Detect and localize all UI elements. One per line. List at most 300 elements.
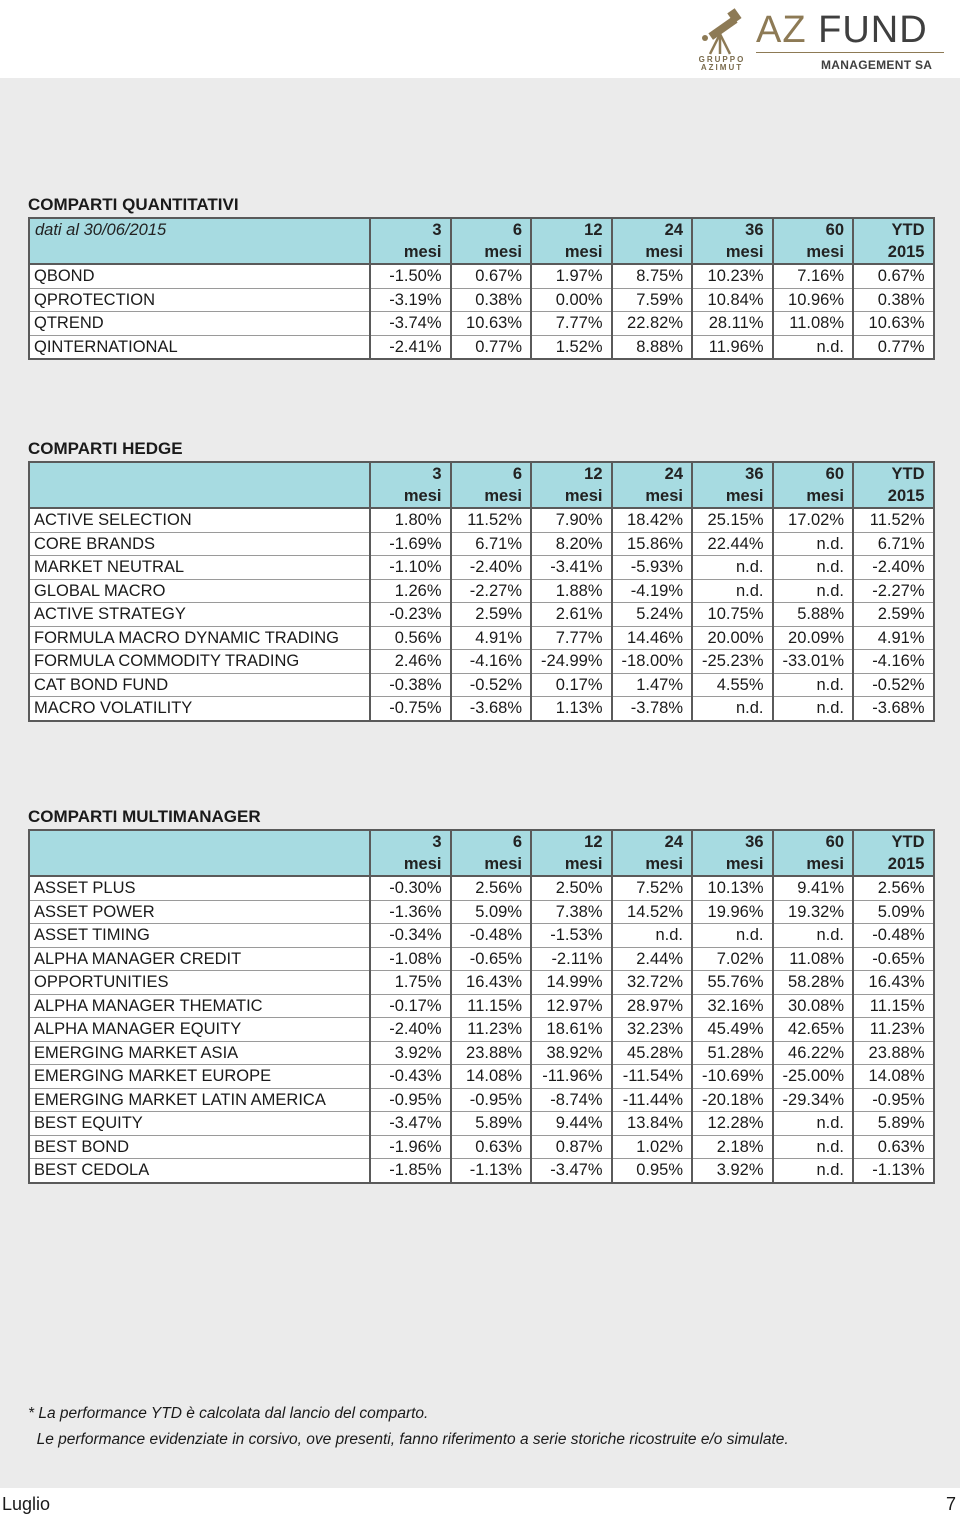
performance-value: 10.13%: [692, 876, 773, 900]
performance-value: 20.09%: [773, 626, 854, 650]
column-header-bottom: mesi: [645, 243, 683, 261]
date-label: [29, 830, 370, 876]
performance-value: 10.23%: [692, 264, 773, 288]
performance-value: -5.93%: [612, 556, 693, 580]
performance-value: 8.20%: [531, 532, 612, 556]
performance-value: n.d.: [773, 532, 854, 556]
performance-value: 10.63%: [451, 312, 532, 336]
section-1: [28, 437, 933, 722]
performance-value: 0.56%: [370, 626, 451, 650]
table-row: [29, 947, 934, 971]
performance-value: 9.44%: [531, 1112, 612, 1136]
table-row: [29, 1018, 934, 1042]
table-row: [29, 579, 934, 603]
performance-value: 8.88%: [612, 335, 693, 359]
performance-value: 2.50%: [531, 876, 612, 900]
column-header-top: 6: [512, 465, 522, 483]
column-header-top: 36: [745, 221, 764, 239]
performance-value: 19.32%: [773, 900, 854, 924]
page-number: 7: [945, 1494, 956, 1514]
performance-value: 1.80%: [370, 508, 451, 532]
performance-value: -4.19%: [612, 579, 693, 603]
fund-name: GLOBAL MACRO: [29, 579, 370, 603]
performance-value: 7.90%: [531, 508, 612, 532]
performance-value: 2.18%: [692, 1135, 773, 1159]
column-header-top: 6: [512, 833, 522, 851]
performance-value: -29.34%: [773, 1088, 854, 1112]
performance-value: 32.72%: [612, 971, 693, 995]
performance-value: -2.40%: [451, 556, 532, 580]
performance-value: 4.91%: [853, 626, 934, 650]
performance-value: 5.24%: [612, 603, 693, 627]
performance-value: 15.86%: [612, 532, 693, 556]
table-row: [29, 264, 934, 288]
performance-value: n.d.: [692, 924, 773, 948]
column-header-bottom: 2015: [887, 855, 925, 873]
column-header: [692, 218, 773, 264]
performance-value: n.d.: [773, 1112, 854, 1136]
performance-value: 12.97%: [531, 994, 612, 1018]
performance-value: -18.00%: [612, 650, 693, 674]
section-2: [28, 805, 933, 1184]
column-header-top: 24: [664, 465, 683, 483]
column-header-top: 24: [664, 833, 683, 851]
date-label: [29, 462, 370, 508]
column-header-top: YTD: [891, 465, 925, 483]
performance-value: -10.69%: [692, 1065, 773, 1089]
performance-value: 6.71%: [853, 532, 934, 556]
performance-value: 1.13%: [531, 697, 612, 721]
performance-value: 11.15%: [853, 994, 934, 1018]
column-header-bottom: mesi: [484, 855, 522, 873]
performance-value: 10.75%: [692, 603, 773, 627]
performance-value: -0.48%: [853, 924, 934, 948]
telescope-icon: [696, 6, 748, 62]
column-header-top: 60: [825, 465, 844, 483]
table-row: [29, 508, 934, 532]
performance-value: 1.47%: [612, 673, 693, 697]
performance-value: 11.52%: [451, 508, 532, 532]
performance-value: n.d.: [773, 335, 854, 359]
fund-name: ALPHA MANAGER CREDIT: [29, 947, 370, 971]
performance-value: 0.63%: [451, 1135, 532, 1159]
fund-name: QPROTECTION: [29, 288, 370, 312]
column-header-bottom: mesi: [564, 487, 603, 505]
performance-value: 22.82%: [612, 312, 693, 336]
performance-value: 17.02%: [773, 508, 854, 532]
performance-value: -8.74%: [531, 1088, 612, 1112]
column-header-top: 24: [664, 221, 683, 239]
performance-value: 11.08%: [773, 947, 854, 971]
fund-name: BEST CEDOLA: [29, 1159, 370, 1183]
performance-value: -1.85%: [370, 1159, 451, 1183]
column-header: [370, 462, 451, 508]
brand-subtitle: MANAGEMENT SA: [821, 58, 933, 72]
performance-value: 2.56%: [451, 876, 532, 900]
performance-value: 5.09%: [451, 900, 532, 924]
performance-value: -2.27%: [853, 579, 934, 603]
performance-value: 1.26%: [370, 579, 451, 603]
table-row: [29, 626, 934, 650]
column-header: [773, 830, 854, 876]
performance-value: 16.43%: [451, 971, 532, 995]
performance-table: [28, 217, 935, 360]
table-row: [29, 335, 934, 359]
table-row: [29, 971, 934, 995]
performance-value: -2.27%: [451, 579, 532, 603]
performance-value: 0.00%: [531, 288, 612, 312]
performance-value: 5.89%: [853, 1112, 934, 1136]
column-header-top: 12: [584, 465, 603, 483]
column-header: [451, 830, 532, 876]
performance-value: 30.08%: [773, 994, 854, 1018]
performance-value: -4.16%: [451, 650, 532, 674]
column-header: [773, 462, 854, 508]
column-header-bottom: mesi: [725, 487, 764, 505]
performance-value: -3.68%: [451, 697, 532, 721]
performance-value: 7.16%: [773, 264, 854, 288]
performance-value: 4.55%: [692, 673, 773, 697]
performance-value: -0.52%: [451, 673, 532, 697]
performance-value: 45.28%: [612, 1041, 693, 1065]
performance-value: -33.01%: [773, 650, 854, 674]
brand-main: FUND: [818, 9, 928, 51]
performance-value: n.d.: [773, 556, 854, 580]
fund-name: ACTIVE STRATEGY: [29, 603, 370, 627]
table-row: [29, 650, 934, 674]
performance-value: -1.69%: [370, 532, 451, 556]
table-row: [29, 603, 934, 627]
fund-name: QBOND: [29, 264, 370, 288]
column-header-bottom: 2015: [887, 243, 925, 261]
column-header-bottom: mesi: [403, 855, 442, 873]
column-header: [692, 462, 773, 508]
fund-name: CORE BRANDS: [29, 532, 370, 556]
performance-value: -2.40%: [370, 1018, 451, 1042]
performance-value: -3.74%: [370, 312, 451, 336]
date-label: dati al 30/06/2015: [29, 218, 370, 264]
performance-value: 14.08%: [451, 1065, 532, 1089]
performance-value: 11.96%: [692, 335, 773, 359]
column-header-top: 3: [432, 465, 442, 483]
performance-value: 10.63%: [853, 312, 934, 336]
performance-value: -0.75%: [370, 697, 451, 721]
performance-value: 4.91%: [451, 626, 532, 650]
performance-value: 55.76%: [692, 971, 773, 995]
column-header-top: 12: [584, 833, 603, 851]
performance-value: -0.17%: [370, 994, 451, 1018]
fund-name: EMERGING MARKET LATIN AMERICA: [29, 1088, 370, 1112]
performance-value: 3.92%: [692, 1159, 773, 1183]
fund-name: ASSET PLUS: [29, 876, 370, 900]
performance-value: -0.38%: [370, 673, 451, 697]
performance-value: 10.96%: [773, 288, 854, 312]
column-header: [612, 218, 693, 264]
performance-value: -0.95%: [370, 1088, 451, 1112]
performance-value: 2.46%: [370, 650, 451, 674]
performance-value: 32.23%: [612, 1018, 693, 1042]
performance-value: -3.68%: [853, 697, 934, 721]
fund-name: OPPORTUNITIES: [29, 971, 370, 995]
performance-value: -0.30%: [370, 876, 451, 900]
performance-value: 22.44%: [692, 532, 773, 556]
table-row: [29, 532, 934, 556]
performance-value: -0.52%: [853, 673, 934, 697]
performance-value: 7.38%: [531, 900, 612, 924]
fund-name: FORMULA MACRO DYNAMIC TRADING: [29, 626, 370, 650]
column-header-bottom: mesi: [403, 243, 442, 261]
column-header-bottom: mesi: [484, 487, 522, 505]
performance-value: 0.95%: [612, 1159, 693, 1183]
performance-value: -3.41%: [531, 556, 612, 580]
performance-value: 1.52%: [531, 335, 612, 359]
performance-value: 0.67%: [853, 264, 934, 288]
column-header: [370, 218, 451, 264]
fund-name: QTREND: [29, 312, 370, 336]
column-header: [451, 218, 532, 264]
column-header-top: 60: [825, 221, 844, 239]
column-header-bottom: mesi: [484, 243, 522, 261]
performance-value: 0.38%: [451, 288, 532, 312]
table-row: [29, 288, 934, 312]
column-header-bottom: mesi: [645, 487, 683, 505]
column-header-bottom: 2015: [887, 487, 925, 505]
performance-value: -0.23%: [370, 603, 451, 627]
performance-value: 51.28%: [692, 1041, 773, 1065]
performance-value: 13.84%: [612, 1112, 693, 1136]
performance-value: 12.28%: [692, 1112, 773, 1136]
performance-value: 9.41%: [773, 876, 854, 900]
column-header: [531, 218, 612, 264]
column-header-bottom: mesi: [725, 855, 764, 873]
performance-value: -1.13%: [451, 1159, 532, 1183]
table-row: [29, 1112, 934, 1136]
performance-value: -20.18%: [692, 1088, 773, 1112]
column-header-bottom: mesi: [806, 855, 844, 873]
performance-value: 8.75%: [612, 264, 693, 288]
performance-value: 18.61%: [531, 1018, 612, 1042]
performance-value: 20.00%: [692, 626, 773, 650]
table-row: [29, 1041, 934, 1065]
column-header-top: 36: [745, 833, 764, 851]
performance-value: 5.89%: [451, 1112, 532, 1136]
fund-name: QINTERNATIONAL: [29, 335, 370, 359]
performance-value: 1.75%: [370, 971, 451, 995]
performance-value: -2.11%: [531, 947, 612, 971]
brand-rule: [756, 52, 944, 53]
performance-value: 11.15%: [451, 994, 532, 1018]
column-header: [773, 218, 854, 264]
performance-value: 14.99%: [531, 971, 612, 995]
section-title: COMPARTI QUANTITATIVI: [28, 195, 239, 214]
performance-value: 11.08%: [773, 312, 854, 336]
performance-value: 19.96%: [692, 900, 773, 924]
performance-value: -25.00%: [773, 1065, 854, 1089]
performance-value: -1.08%: [370, 947, 451, 971]
fund-name: EMERGING MARKET EUROPE: [29, 1065, 370, 1089]
performance-value: -1.53%: [531, 924, 612, 948]
performance-value: -11.96%: [531, 1065, 612, 1089]
performance-table: [28, 829, 935, 1184]
performance-value: 2.59%: [853, 603, 934, 627]
fund-name: ALPHA MANAGER EQUITY: [29, 1018, 370, 1042]
performance-value: 11.52%: [853, 508, 934, 532]
performance-value: 23.88%: [853, 1041, 934, 1065]
column-header-top: YTD: [891, 833, 925, 851]
az-fund-logo: [696, 6, 946, 78]
performance-value: 7.02%: [692, 947, 773, 971]
table-row: [29, 697, 934, 721]
performance-value: -3.78%: [612, 697, 693, 721]
performance-value: n.d.: [773, 673, 854, 697]
table-row: [29, 1159, 934, 1183]
fund-name: FORMULA COMMODITY TRADING: [29, 650, 370, 674]
performance-value: 45.49%: [692, 1018, 773, 1042]
table-row: [29, 994, 934, 1018]
column-header-bottom: mesi: [725, 243, 764, 261]
fund-name: BEST EQUITY: [29, 1112, 370, 1136]
column-header: [692, 830, 773, 876]
column-header-top: 3: [432, 833, 442, 851]
performance-value: 0.67%: [451, 264, 532, 288]
column-header: [853, 830, 934, 876]
performance-value: 14.52%: [612, 900, 693, 924]
fund-name: ALPHA MANAGER THEMATIC: [29, 994, 370, 1018]
group-label: GRUPPO AZIMUT: [698, 55, 746, 72]
performance-value: 32.16%: [692, 994, 773, 1018]
performance-value: -1.36%: [370, 900, 451, 924]
fund-name: CAT BOND FUND: [29, 673, 370, 697]
performance-value: 0.17%: [531, 673, 612, 697]
column-header-top: 36: [745, 465, 764, 483]
performance-value: n.d.: [692, 579, 773, 603]
performance-value: -25.23%: [692, 650, 773, 674]
column-header: [612, 462, 693, 508]
performance-value: 28.11%: [692, 312, 773, 336]
performance-value: -3.19%: [370, 288, 451, 312]
performance-value: -0.48%: [451, 924, 532, 948]
table-row: [29, 312, 934, 336]
performance-value: -0.95%: [853, 1088, 934, 1112]
column-header-bottom: mesi: [564, 855, 603, 873]
column-header-bottom: mesi: [645, 855, 683, 873]
performance-value: n.d.: [773, 924, 854, 948]
header-row: [29, 830, 934, 876]
column-header-top: 3: [432, 221, 442, 239]
performance-value: 0.63%: [853, 1135, 934, 1159]
performance-value: 1.02%: [612, 1135, 693, 1159]
performance-value: 58.28%: [773, 971, 854, 995]
performance-value: 14.08%: [853, 1065, 934, 1089]
fund-name: ASSET POWER: [29, 900, 370, 924]
performance-value: 6.71%: [451, 532, 532, 556]
section-title: COMPARTI HEDGE: [28, 439, 183, 458]
performance-value: -1.10%: [370, 556, 451, 580]
performance-value: n.d.: [773, 1159, 854, 1183]
table-row: [29, 1088, 934, 1112]
table-row: [29, 900, 934, 924]
footnote-simulated: Le performance evidenziate in corsivo, ove presenti, fanno riferimento a serie storiche ricostruite e/o simulate.: [28, 1431, 789, 1448]
performance-value: -4.16%: [853, 650, 934, 674]
header-row: [29, 462, 934, 508]
performance-value: -3.47%: [370, 1112, 451, 1136]
column-header: [531, 462, 612, 508]
column-header-bottom: mesi: [806, 487, 844, 505]
column-header-bottom: mesi: [403, 487, 442, 505]
performance-value: 3.92%: [370, 1041, 451, 1065]
performance-value: -0.34%: [370, 924, 451, 948]
table-row: [29, 1135, 934, 1159]
performance-value: -24.99%: [531, 650, 612, 674]
brand-prefix: AZ: [756, 9, 819, 51]
performance-value: -0.65%: [853, 947, 934, 971]
performance-value: n.d.: [773, 579, 854, 603]
performance-value: 0.77%: [451, 335, 532, 359]
performance-value: 5.09%: [853, 900, 934, 924]
performance-value: n.d.: [773, 1135, 854, 1159]
performance-value: 2.59%: [451, 603, 532, 627]
fund-name: BEST BOND: [29, 1135, 370, 1159]
performance-value: 11.23%: [853, 1018, 934, 1042]
performance-value: 1.88%: [531, 579, 612, 603]
performance-value: -1.13%: [853, 1159, 934, 1183]
column-header: [531, 830, 612, 876]
performance-value: 25.15%: [692, 508, 773, 532]
performance-value: 38.92%: [531, 1041, 612, 1065]
performance-value: 0.77%: [853, 335, 934, 359]
column-header: [612, 830, 693, 876]
performance-value: 2.61%: [531, 603, 612, 627]
performance-value: -2.40%: [853, 556, 934, 580]
performance-value: 2.44%: [612, 947, 693, 971]
performance-value: 18.42%: [612, 508, 693, 532]
section-0: [28, 193, 933, 360]
column-header-bottom: mesi: [806, 243, 844, 261]
column-header: [370, 830, 451, 876]
performance-value: -11.54%: [612, 1065, 693, 1089]
performance-value: 0.38%: [853, 288, 934, 312]
performance-value: 1.97%: [531, 264, 612, 288]
performance-value: 46.22%: [773, 1041, 854, 1065]
section-title: COMPARTI MULTIMANAGER: [28, 807, 261, 826]
column-header-top: YTD: [891, 221, 925, 239]
performance-value: 7.52%: [612, 876, 693, 900]
column-header: [853, 462, 934, 508]
column-header-bottom: mesi: [564, 243, 603, 261]
footnote-ytd: * La performance YTD è calcolata dal lancio del comparto.: [28, 1405, 429, 1422]
performance-value: 0.87%: [531, 1135, 612, 1159]
performance-value: 42.65%: [773, 1018, 854, 1042]
performance-value: -0.43%: [370, 1065, 451, 1089]
performance-value: 7.59%: [612, 288, 693, 312]
performance-value: 7.77%: [531, 312, 612, 336]
performance-value: n.d.: [692, 556, 773, 580]
fund-name: MARKET NEUTRAL: [29, 556, 370, 580]
performance-value: 16.43%: [853, 971, 934, 995]
performance-value: 11.23%: [451, 1018, 532, 1042]
performance-value: 7.77%: [531, 626, 612, 650]
column-header-top: 6: [512, 221, 522, 239]
column-header: [451, 462, 532, 508]
performance-value: 2.56%: [853, 876, 934, 900]
performance-value: n.d.: [692, 697, 773, 721]
performance-value: -3.47%: [531, 1159, 612, 1183]
column-header-top: 12: [584, 221, 603, 239]
fund-name: EMERGING MARKET ASIA: [29, 1041, 370, 1065]
table-row: [29, 673, 934, 697]
performance-value: -1.50%: [370, 264, 451, 288]
table-row: [29, 1065, 934, 1089]
